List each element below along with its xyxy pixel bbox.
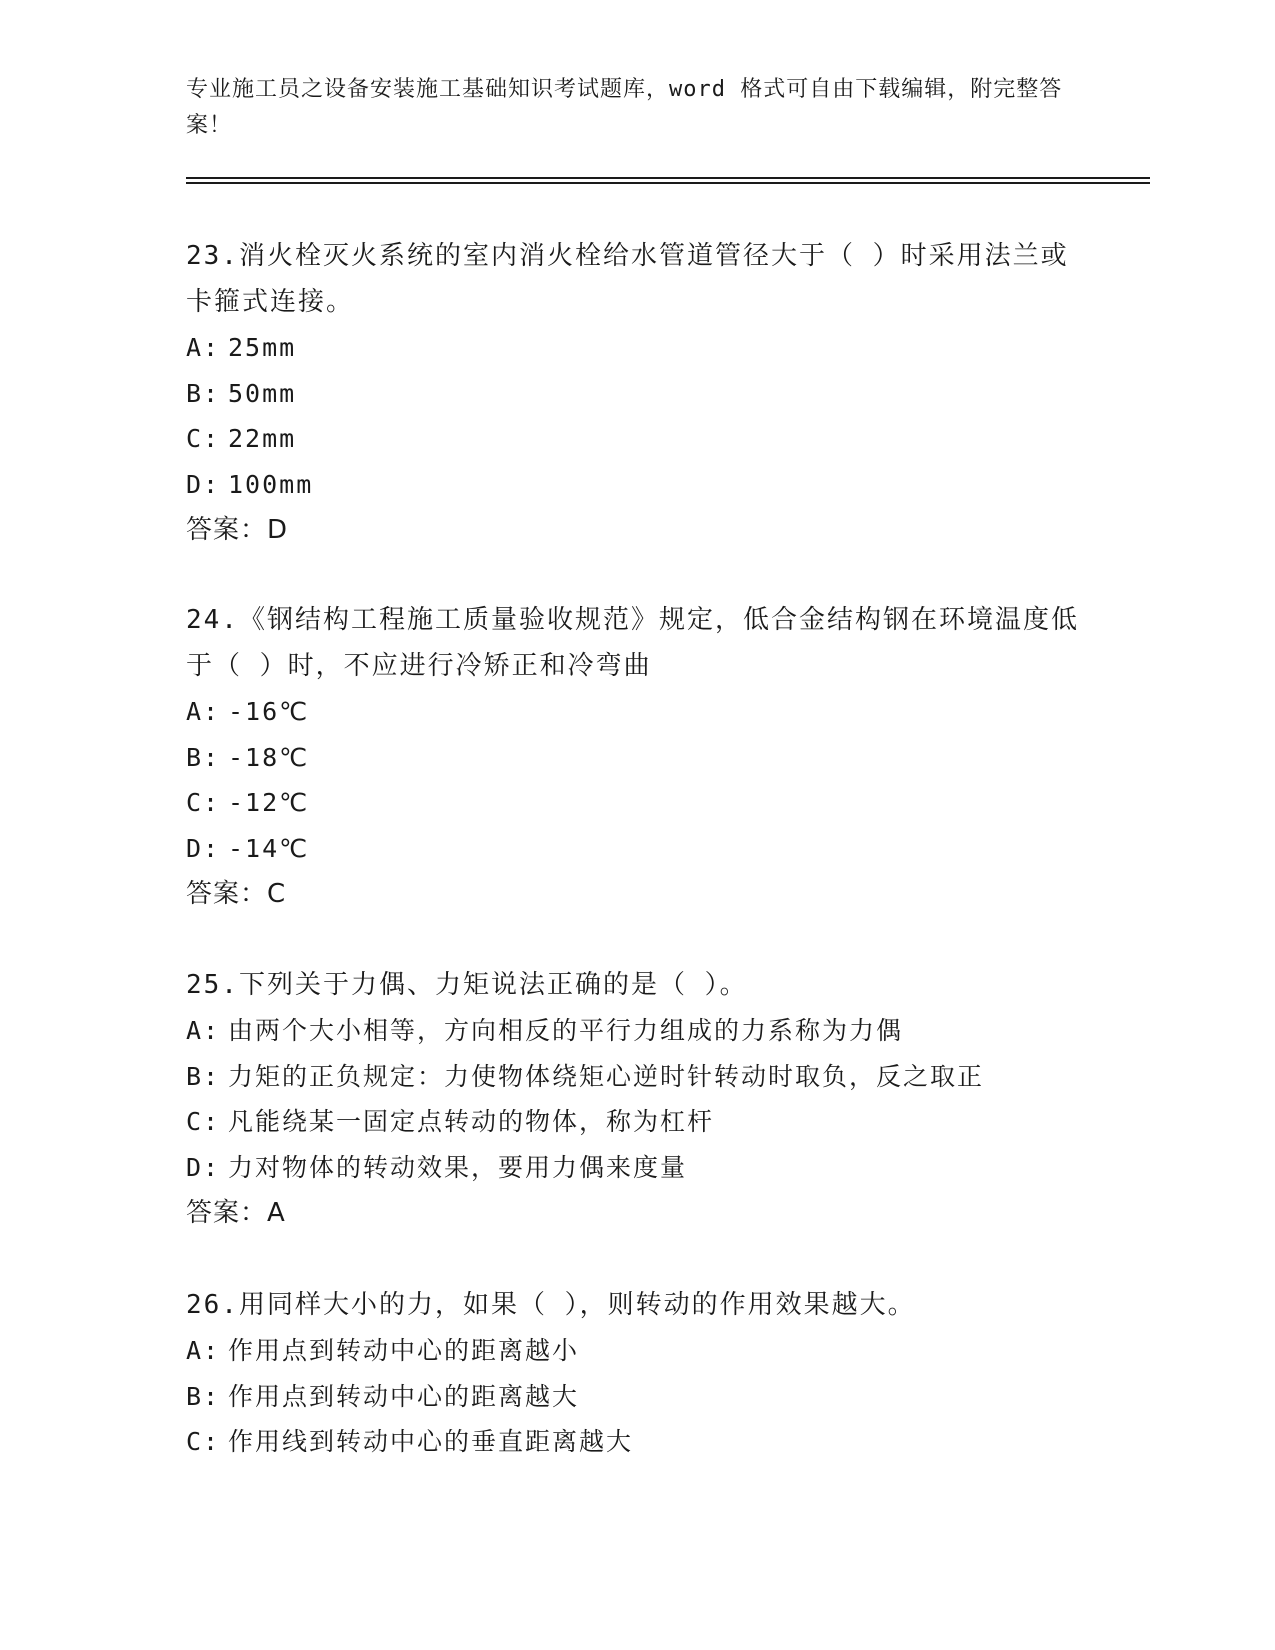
option-text: 作用线到转动中心的垂直距离越大 [228, 1427, 634, 1456]
option-label: B: [186, 378, 221, 408]
option-text: -14℃ [228, 833, 310, 863]
option-label: C: [186, 1427, 221, 1456]
option-b [186, 1054, 1086, 1100]
option-text: 25mm [228, 333, 297, 362]
option-text: 力对物体的转动效果，要用力偶来度量 [228, 1152, 688, 1182]
question-stem: 25.下列关于力偶、力矩说法正确的是（ ）。 [186, 970, 748, 1000]
option-c [186, 1099, 1086, 1145]
question-stem: 24.《钢结构工程施工质量验收规范》规定，低合金结构钢在环境温度低于（ ）时，不应进行冷矫正和冷弯曲 [186, 605, 1079, 681]
option-a [186, 325, 1086, 371]
option-label: B: [186, 1381, 221, 1411]
option-label: D: [186, 469, 221, 499]
option-c [186, 416, 1086, 462]
option-text: 100mm [228, 469, 314, 499]
option-text: 由两个大小相等，方向相反的平行力组成的力系称为力偶 [228, 1016, 904, 1045]
option-text: 22mm [228, 424, 297, 453]
answer: 答案：C [186, 879, 287, 909]
option-a [186, 1328, 1086, 1374]
option-text: 50mm [228, 378, 297, 408]
question-23 [186, 233, 1086, 553]
header-divider-bottom [186, 182, 1150, 184]
option-text: 作用点到转动中心的距离越大 [228, 1381, 580, 1411]
header-divider-top [186, 177, 1150, 179]
option-label: A: [186, 1016, 221, 1045]
option-b [186, 1374, 1086, 1420]
option-b [186, 371, 1086, 417]
option-c [186, 1419, 1086, 1465]
option-label: C: [186, 424, 221, 453]
document-header: 专业施工员之设备安装施工基础知识考试题库，word 格式可自由下载编辑，附完整答案！ [186, 77, 1063, 138]
option-c [186, 780, 1086, 826]
question-stem: 23.消火栓灭火系统的室内消火栓给水管道管径大于（ ）时采用法兰或卡箍式连接。 [186, 241, 1069, 317]
option-label: D: [186, 833, 221, 863]
option-label: C: [186, 788, 221, 817]
option-label: A: [186, 697, 221, 726]
question-26 [186, 1282, 1086, 1465]
option-text: -18℃ [228, 742, 310, 772]
option-label: B: [186, 742, 221, 772]
option-a [186, 689, 1086, 735]
question-24 [186, 597, 1086, 917]
option-b [186, 735, 1086, 781]
option-text: 凡能绕某一固定点转动的物体，称为杠杆 [228, 1107, 715, 1136]
option-a [186, 1008, 1086, 1054]
option-label: D: [186, 1152, 221, 1182]
question-stem: 26.用同样大小的力，如果（ ），则转动的作用效果越大。 [186, 1290, 916, 1320]
option-d [186, 1145, 1086, 1191]
question-25 [186, 962, 1086, 1236]
option-text: -16℃ [228, 697, 310, 726]
option-label: B: [186, 1061, 221, 1091]
answer: 答案：A [186, 1198, 286, 1228]
option-text: -12℃ [228, 788, 310, 817]
option-label: A: [186, 333, 221, 362]
option-text: 作用点到转动中心的距离越小 [228, 1336, 580, 1365]
answer: 答案：D [186, 515, 289, 545]
option-d [186, 826, 1086, 872]
option-label: C: [186, 1107, 221, 1136]
option-d [186, 462, 1086, 508]
option-text: 力矩的正负规定：力使物体绕矩心逆时针转动时取负，反之取正 [228, 1061, 985, 1091]
option-label: A: [186, 1336, 221, 1365]
